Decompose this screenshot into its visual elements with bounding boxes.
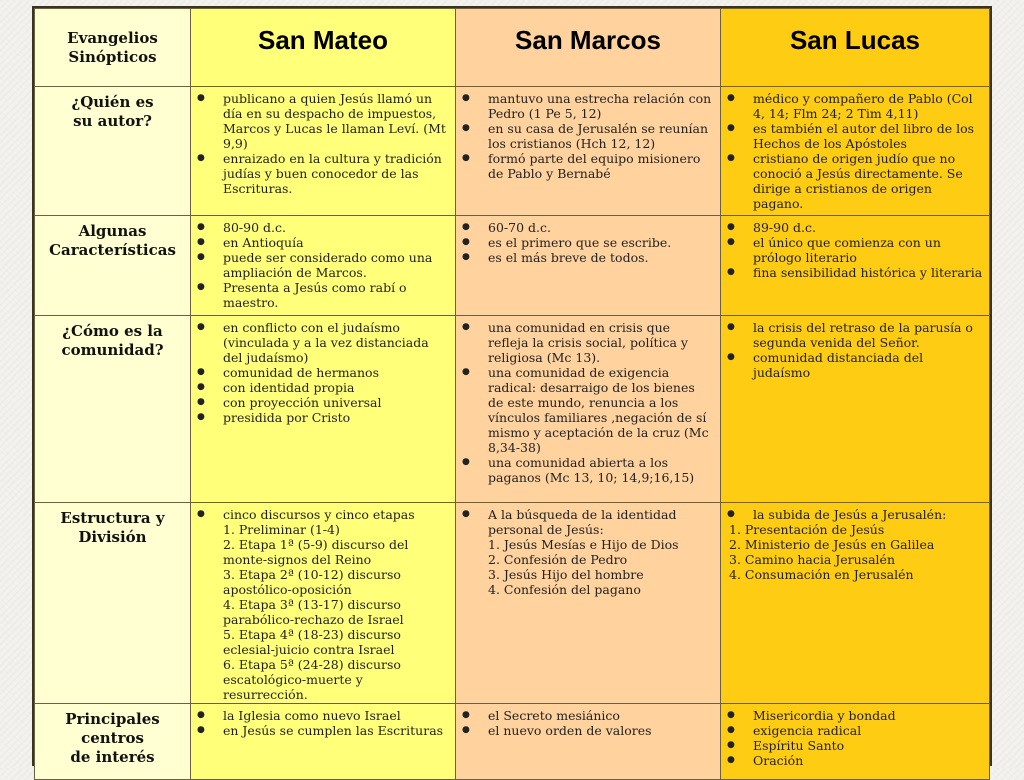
list-item: ● en Jesús se cumplen las Escrituras [195,723,449,738]
list-item: ● es el primero que se escribe. [460,235,714,250]
cell-comunidad-lucas [721,316,990,503]
row-label-caracteristicas: Algunas Características [35,216,191,316]
structure-line: 3. Etapa 2ª (10-12) discurso apostólico-oposición [223,567,401,597]
cell-estructura-marcos [456,503,721,704]
cell-estructura-mateo [191,503,456,704]
list-item: ● formó parte del equipo misionero de Pablo y Bernabé [460,151,714,181]
cell-comunidad-mateo [191,316,456,503]
list-item: ● la crisis del retraso de la parusía o segunda venida del Señor. [725,320,983,350]
cell-caracteristicas-mateo [191,216,456,316]
list-item: ● Misericordia y bondad [725,708,983,723]
cell-autor-marcos [456,87,721,216]
list-item: ● Presenta a Jesús como rabí o maestro. [195,280,449,310]
list-item: ● Oración [725,753,983,768]
list-item: ● con proyección universal [195,395,449,410]
table-row [35,503,990,704]
structure-line: 1. Presentación de Jesús [729,522,885,537]
list-item: ● cinco discursos y cinco etapas [195,507,449,522]
row-label-estructura: Estructura y División [35,503,191,704]
column-header-lucas: San Lucas [721,9,990,87]
list-item: ● fina sensibilidad histórica y literaria [725,265,983,280]
list-item: ● puede ser considerado como una ampliación de Marcos. [195,250,449,280]
list-item: ● en su casa de Jerusalén se reunían los cristianos (Hch 12, 12) [460,121,714,151]
list-item: ● con identidad propia [195,380,449,395]
list-item: ● médico y compañero de Pablo (Col 4, 14; Flm 24; 2 Tim 4,11) [725,91,983,121]
cell-centros-mateo [191,704,456,780]
cell-autor-mateo [191,87,456,216]
list-item: ● es el más breve de todos. [460,250,714,265]
list-item: ● el único que comienza con un prólogo literario [725,235,983,265]
structure-line: 2. Confesión de Pedro [488,552,628,567]
structure-line: 1. Preliminar (1-4) [223,522,340,537]
cell-caracteristicas-marcos [456,216,721,316]
structure-line: 2. Etapa 1ª (5-9) discurso del monte-signos del Reino [223,537,409,567]
list-item: ● la Iglesia como nuevo Israel [195,708,449,723]
structure-line: 2. Ministerio de Jesús en Galilea [729,537,935,552]
list-item: ● A la búsqueda de la identidad personal de Jesús: [460,507,714,537]
row-label-autor: ¿Quién es su autor? [35,87,191,216]
table-row [35,704,990,780]
table-row [35,316,990,503]
list-item: ● publicano a quien Jesús llamó un día en su despacho de impuestos, Marcos y Lucas le llaman Leví. (Mt 9,9) [195,91,449,151]
list-item: ● en conflicto con el judaísmo (vinculada y a la vez distanciada del judaísmo) [195,320,449,365]
structure-line: 3. Camino hacia Jerusalén [729,552,895,567]
cell-caracteristicas-lucas [721,216,990,316]
row-label-comunidad: ¿Cómo es la comunidad? [35,316,191,503]
structure-line: 6. Etapa 5ª (24-28) discurso escatológico-muerte y resurrección. [223,657,401,702]
corner-title: Evangelios Sinópticos [35,9,191,87]
column-header-mateo: San Mateo [191,9,456,87]
list-item: ● comunidad distanciada del judaísmo [725,350,983,380]
list-item: ● 80-90 d.c. [195,220,449,235]
structure-line: 3. Jesús Hijo del hombre [488,567,644,582]
list-item: ● el nuevo orden de valores [460,723,714,738]
cell-comunidad-marcos [456,316,721,503]
list-item: ● presidida por Cristo [195,410,449,425]
synoptic-gospels-table [32,6,992,766]
header-row [35,9,990,87]
list-item: ● es también el autor del libro de los Hechos de los Apóstoles [725,121,983,151]
structure-line: 4. Confesión del pagano [488,582,641,597]
list-item: ● cristiano de origen judío que no conoció a Jesús directamente. Se dirige a cristianos de origen pagano. [725,151,983,211]
cell-centros-marcos [456,704,721,780]
table-row [35,216,990,316]
cell-autor-lucas [721,87,990,216]
list-item: ● el Secreto mesiánico [460,708,714,723]
column-header-marcos: San Marcos [456,9,721,87]
table-row [35,87,990,216]
list-item: ● Espíritu Santo [725,738,983,753]
list-item: ● una comunidad abierta a los paganos (Mc 13, 10; 14,9;16,15) [460,455,714,485]
list-item: ● enraizado en la cultura y tradición judías y buen conocedor de las Escrituras. [195,151,449,196]
list-item: ● 60-70 d.c. [460,220,714,235]
cell-centros-lucas [721,704,990,780]
list-item: ● en Antioquía [195,235,449,250]
list-item: ● una comunidad de exigencia radical: desarraigo de los bienes de este mundo, renuncia a los vínculos familiares ,negación de sí mismo y aceptación de la cruz (Mc 8,34-38) [460,365,714,455]
list-item: ● una comunidad en crisis que refleja la crisis social, política y religiosa (Mc 13). [460,320,714,365]
structure-line: 5. Etapa 4ª (18-23) discurso eclesial-juicio contra Israel [223,627,401,657]
row-label-centros: Principales centros de interés [35,704,191,780]
list-item: ● 89-90 d.c. [725,220,983,235]
list-item: ● exigencia radical [725,723,983,738]
structure-line: 1. Jesús Mesías e Hijo de Dios [488,537,679,552]
list-item: ● comunidad de hermanos [195,365,449,380]
structure-line: 4. Consumación en Jerusalén [729,567,914,582]
structure-line: 4. Etapa 3ª (13-17) discurso parabólico-rechazo de Israel [223,597,404,627]
list-item: ● la subida de Jesús a Jerusalén: [725,507,983,522]
cell-estructura-lucas [721,503,990,704]
list-item: ● mantuvo una estrecha relación con Pedro (1 Pe 5, 12) [460,91,714,121]
